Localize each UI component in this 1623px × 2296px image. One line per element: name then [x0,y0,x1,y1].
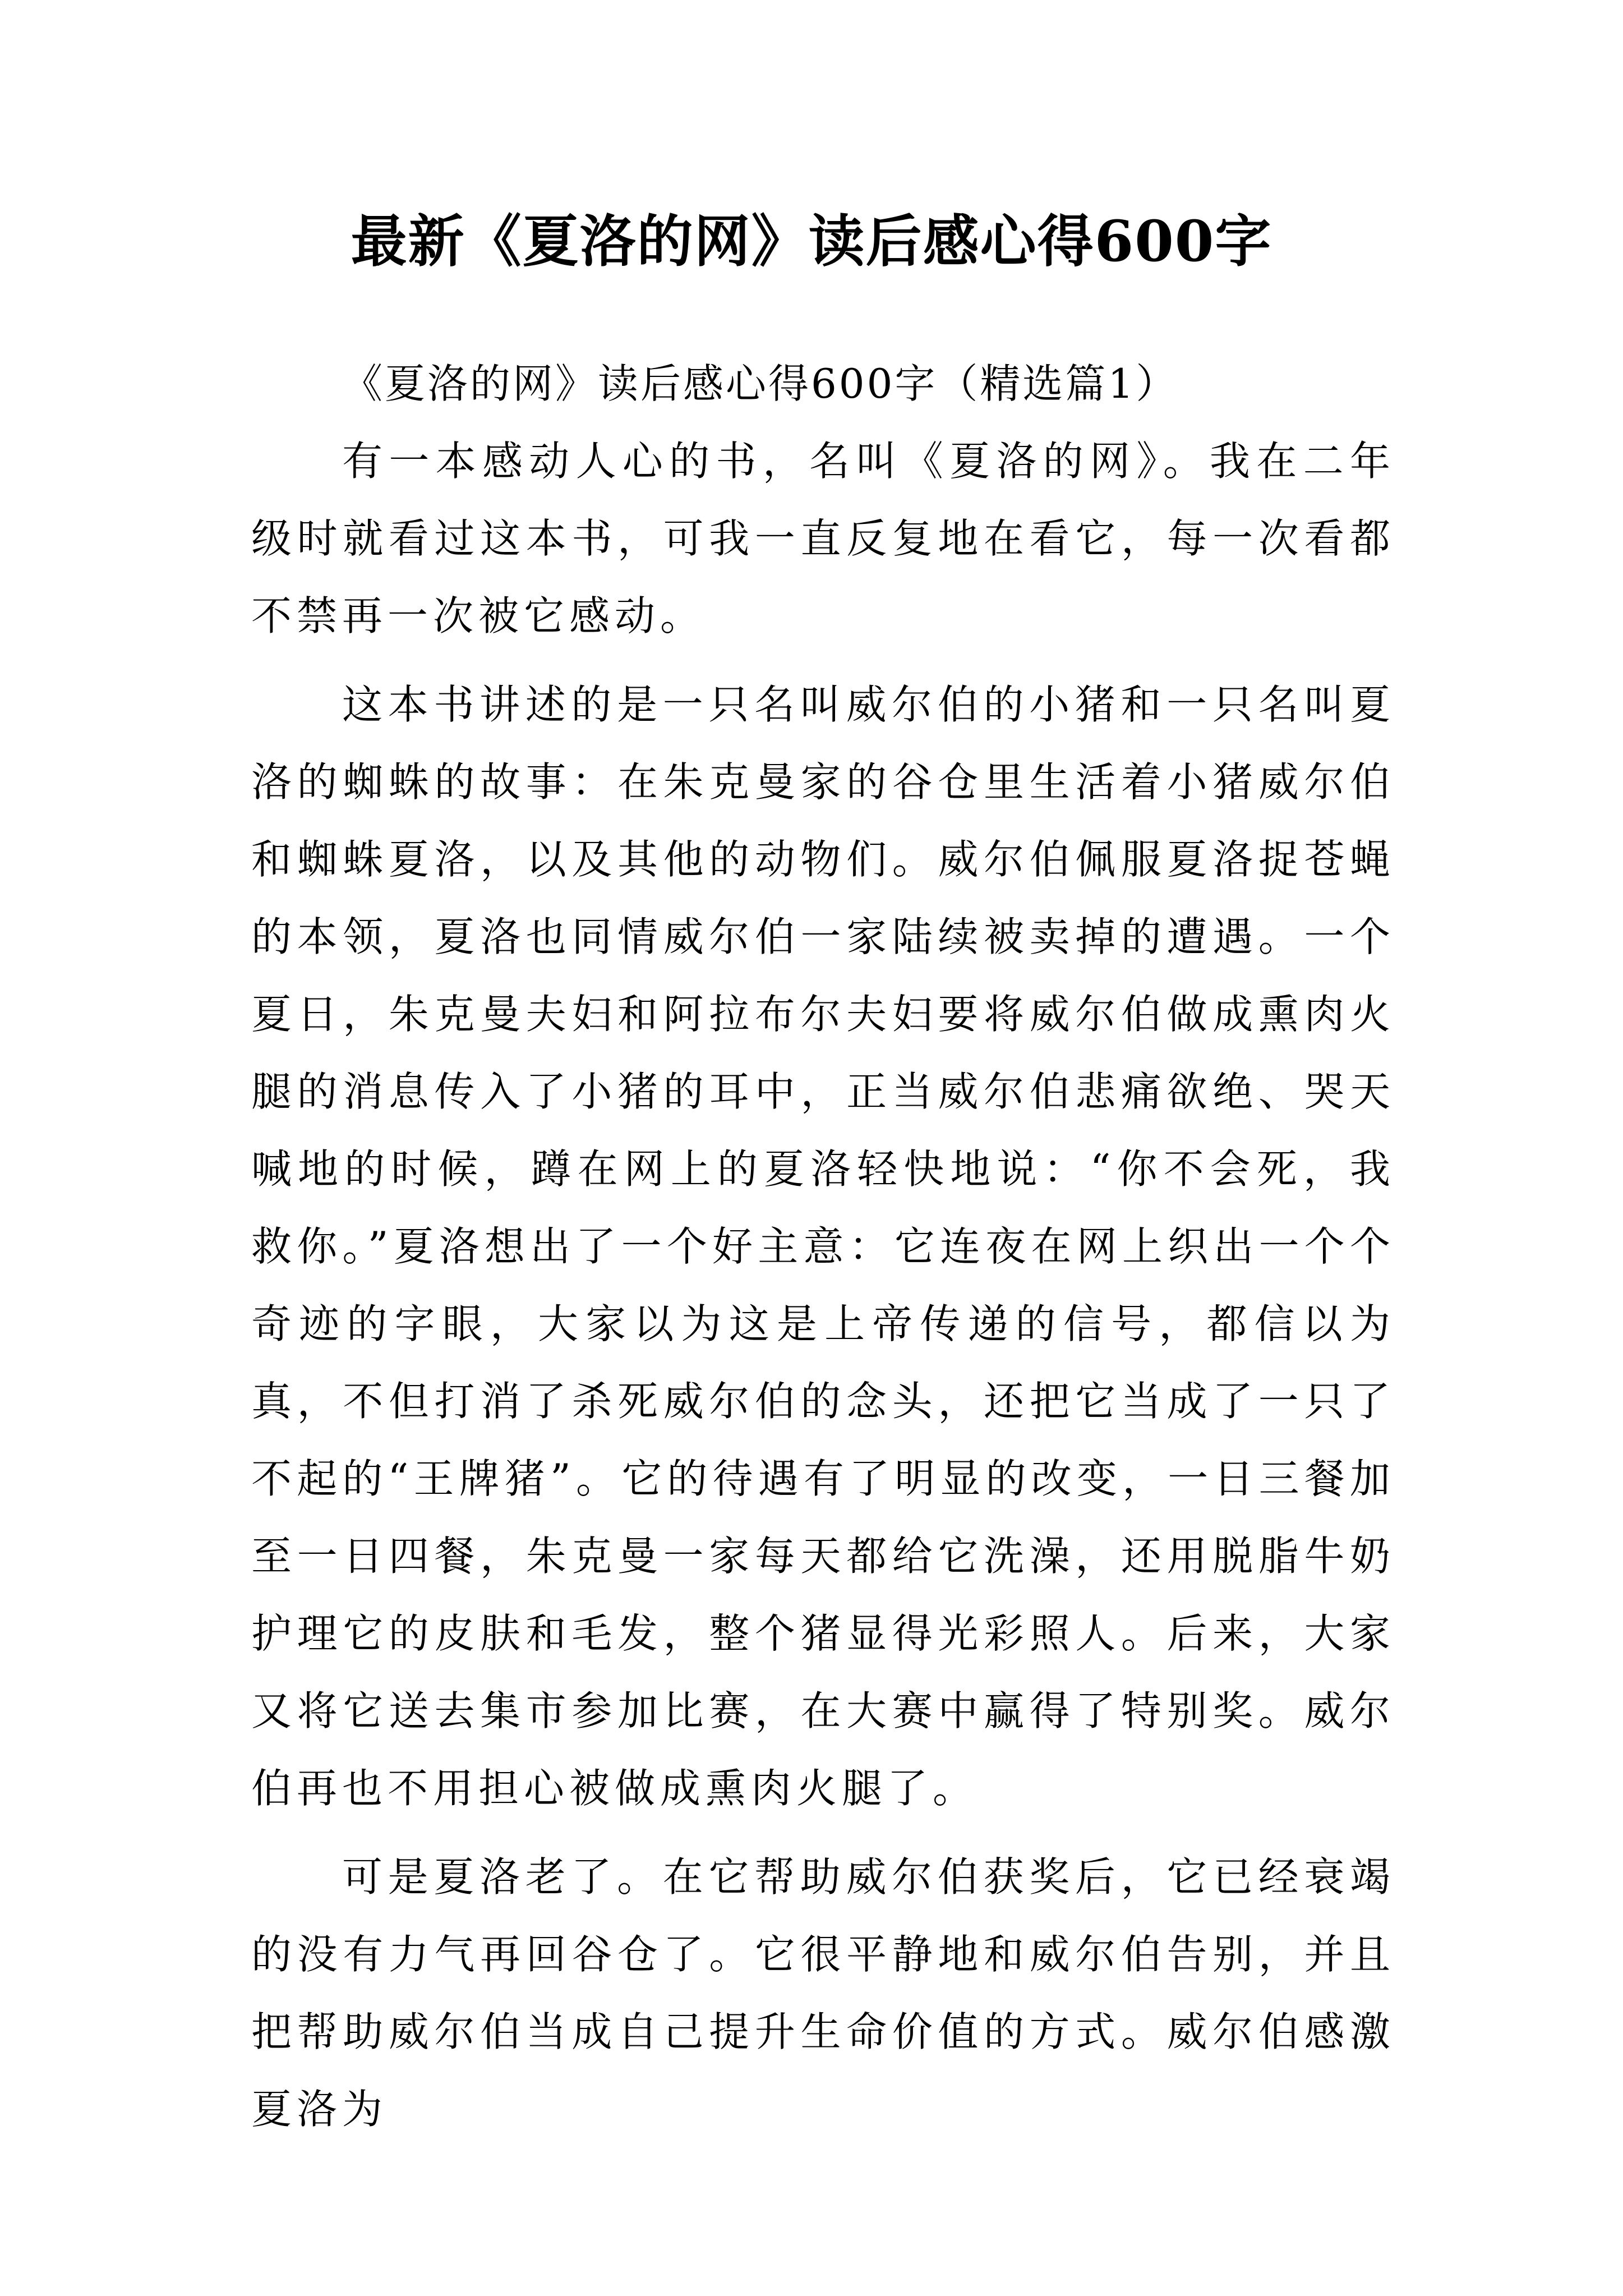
paragraph-1: 有一本感动人心的书，名叫《夏洛的网》。我在二年级时就看过这本书，可我一直反复地在看它，每一次看都不禁再一次被它感动。 [251,438,1395,639]
document-body [251,345,1395,2159]
paragraph-2: 这本书讲述的是一只名叫威尔伯的小猪和一只名叫夏洛的蜘蛛的故事：在朱克曼家的谷仓里生活着小猪威尔伯和蜘蛛夏洛，以及其他的动物们。威尔伯佩服夏洛捉苍蝇的本领，夏洛也同情威尔伯一家陆续被卖掉的遭遇。一个夏日，朱克曼夫妇和阿拉布尔夫妇要将威尔伯做成熏肉火腿的消息传入了小猪的耳中，正当威尔伯悲痛欲绝、哭天喊地的时候，蹲在网上的夏洛轻快地说：“你不会死，我救你。”夏洛想出了一个好主意：它连夜在网上织出一个个奇迹的字眼，大家以为这是上帝传递的信号，都信以为真，不但打消了杀死威尔伯的念头，还把它当成了一只了不起的“王牌猪”。它的待遇有了明显的改变，一日三餐加至一日四餐，朱克曼一家每天都给它洗澡，还用脱脂牛奶护理它的皮肤和毛发，整个猪显得光彩照人。后来，大家又将它送去集市参加比赛，在大赛中赢得了特别奖。威尔伯再也不用担心被做成熏肉火腿了。 [251,681,1395,1812]
section-subtitle: 《夏洛的网》读后感心得600字（精选篇1） [342,360,1179,407]
document-title: 最新《夏洛的网》读后感心得600字 [351,208,1272,274]
paragraph-3: 可是夏洛老了。在它帮助威尔伯获奖后，它已经衰竭的没有力气再回谷仓了。它很平静地和威尔伯告别，并且把帮助威尔伯当成自己提升生命价值的方式。威尔伯感激夏洛为 [251,1853,1395,2133]
